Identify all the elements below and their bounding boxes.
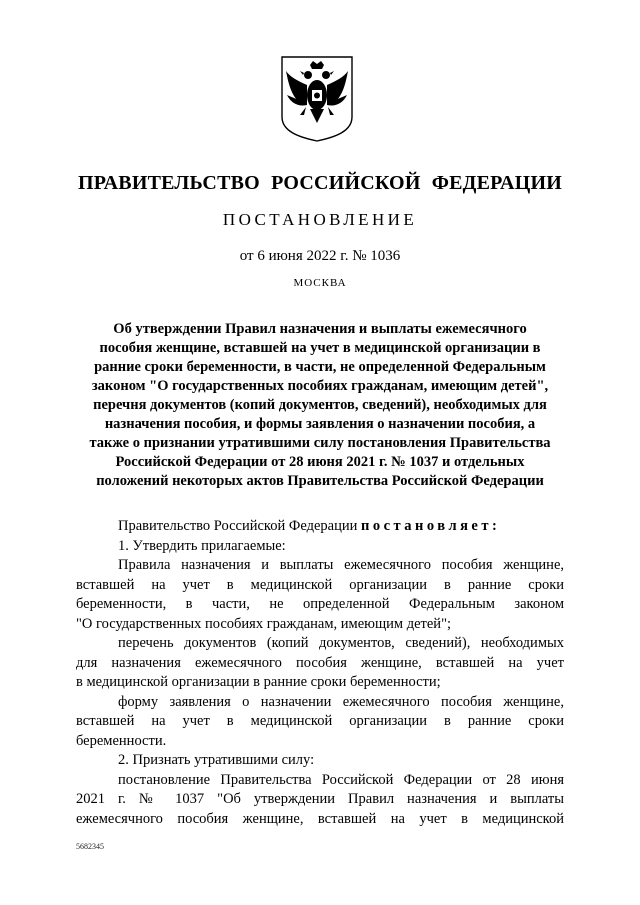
body-line: "О государственных пособиях гражданам, имеющим детей"; [76,615,452,632]
body-line: беременности. [76,732,167,749]
body-line: перечень документов (копий документов, сведений), необходимых [118,635,564,651]
document-type: ПОСТАНОВЛЕНИЕ [222,210,418,229]
subject-line: ранние сроки беременности, в части, не определенной Федеральным [94,359,546,375]
body-line: 1. Утвердить прилагаемые: [118,537,286,554]
body-line: вставшей на учет в медицинской организации в ранние сроки [76,713,564,729]
body-line: в медицинской организации в ранние сроки беременности; [76,674,441,690]
subject-line: также о признании утратившими силу постановления Правительства [89,435,551,451]
body-line: постановление Правительства Российской Федерации от 28 июня [118,771,564,788]
government-title: ПРАВИТЕЛЬСТВО РОССИЙСКОЙ ФЕДЕРАЦИИ [78,172,562,194]
body-lines [76,537,564,830]
decree-word: постановляет: [360,518,501,534]
body-line: форму заявления о назначении ежемесячного пособия женщине, [118,693,564,710]
russian-coat-of-arms-icon [280,55,354,143]
coat-of-arms-emblem [280,55,354,143]
subject-line: законом "О государственных пособиях гражданам, имеющим детей", [91,378,549,394]
subject-line: пособия женщине, вставшей на учет в медицинской организации в [99,340,541,356]
subject-line: перечня документов (копий документов, сведений), необходимых для [93,397,547,413]
subject-line: Российской Федерации от 28 июня 2021 г. № 1037 и отдельных [115,454,525,470]
body-line: для назначения ежемесячного пособия женщине, вставшей на учет [76,654,564,671]
document-body [76,517,564,829]
document-city: МОСКВА [293,277,347,289]
body-intro: Правительство Российской Федерации [118,518,361,534]
document-subject [82,320,558,491]
body-line: 2021 г. № 1037 "Об утверждении Правил назначения и выплаты [76,791,564,807]
body-line: беременности, в части, не определенной Федеральным законом [76,596,564,612]
body-line: ежемесячного пособия женщине, вставшей на учет в медицинской [76,810,564,827]
body-line: Правила назначения и выплаты ежемесячного пособия женщине, [118,557,564,573]
body-intro-line [76,517,564,537]
subject-line: назначения пособия, и формы заявления о назначении пособия, а [104,416,536,432]
subject-line: положений некоторых актов Правительства Российской Федерации [96,473,544,489]
subject-line: Об утверждении Правил назначения и выплаты ежемесячного [113,321,527,337]
document-code: 5682345 [76,842,104,851]
body-line: 2. Признать утратившими силу: [118,752,315,768]
body-line: вставшей на учет в медицинской организации в ранние сроки [76,576,564,593]
document-date-number: от 6 июня 2022 г. № 1036 [239,248,401,264]
